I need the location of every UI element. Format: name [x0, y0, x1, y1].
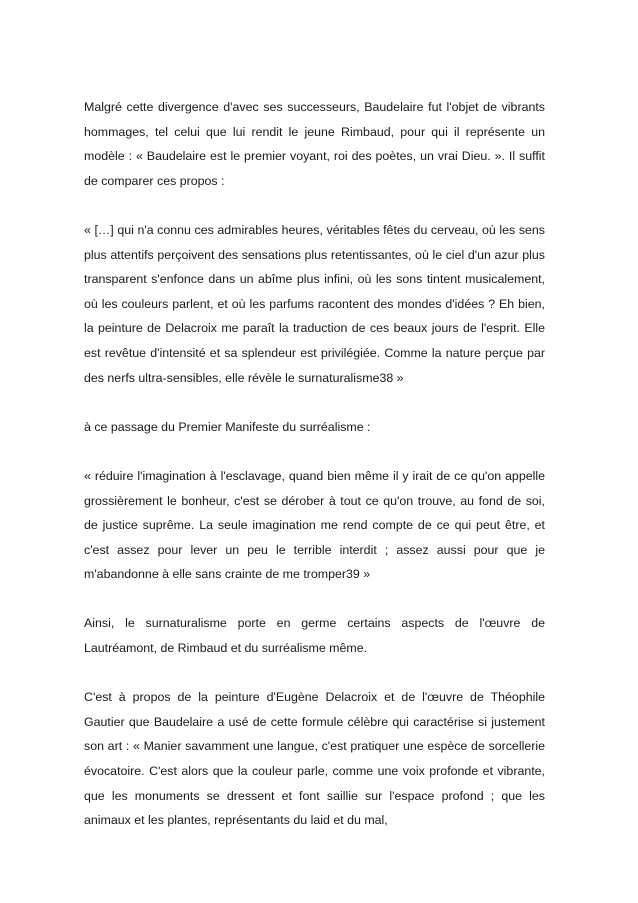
quote-delacroix: « […] qui n'a connu ces admirables heures, véritables fêtes du cerveau, où les sens plus attentifs perçoivent des sensations plus retentissantes, où le ciel d'un azur plus transparent s'enfonce dans un abîme plus infini, où les sons tintent musicalement, où les couleurs parlent, et où les parfums racontent des mondes d'idées ? Eh bien, la peinture de Delacroix me paraît la traduction de ces beaux jours de l'esprit. Elle est revêtue d'intensité et sa splendeur est privilégiée. Comme la nature perçue par des nerfs ultra-sensibles, elle révèle le surnaturalisme38 » [84, 222, 545, 385]
paragraph-surnaturalisme: Ainsi, le surnaturalisme porte en germe certains aspects de l'œuvre de Lautréamont, de Rimbaud et du surréalisme même. [84, 616, 545, 656]
paragraph-manifeste-intro: à ce passage du Premier Manifeste du surréalisme : [84, 419, 371, 434]
quote-manifeste: « réduire l'imagination à l'esclavage, quand bien même il y irait de ce qu'on appelle grossièrement le bonheur, c'est se dérober à tout ce qu'on trouve, au fond de soi, de justice suprême. La seule imagination me rend compte de ce qui peut être, et c'est assez pour lever un peu le terrible interdit ; assez aussi pour que je m'abandonne à elle sans crainte de me tromper39 » [84, 468, 545, 582]
paragraph-sorcellerie-evocatoire: C'est à propos de la peinture d'Eugène Delacroix et de l'œuvre de Théophile Gautier que Baudelaire a usé de cette formule célèbre qui caractérise si justement son art : « Manier savamment une langue, c'est pratiquer une espèce de sorcellerie évocatoire. C'est alors que la couleur parle, comme une voix profonde et vibrante, que les monuments se dressent et font saillie sur l'espace profond ; que les animaux et les plantes, représentants du laid et du mal, [84, 690, 545, 828]
paragraph-baudelaire-hommages: Malgré cette divergence d'avec ses successeurs, Baudelaire fut l'objet de vibrants hommages, tel celui que lui rendit le jeune Rimbaud, pour qui il représente un modèle : « Baudelaire est le premier voyant, roi des poètes, un vrai Dieu. ». Il suffit de comparer ces propos : [84, 100, 545, 188]
document-page [84, 95, 545, 833]
